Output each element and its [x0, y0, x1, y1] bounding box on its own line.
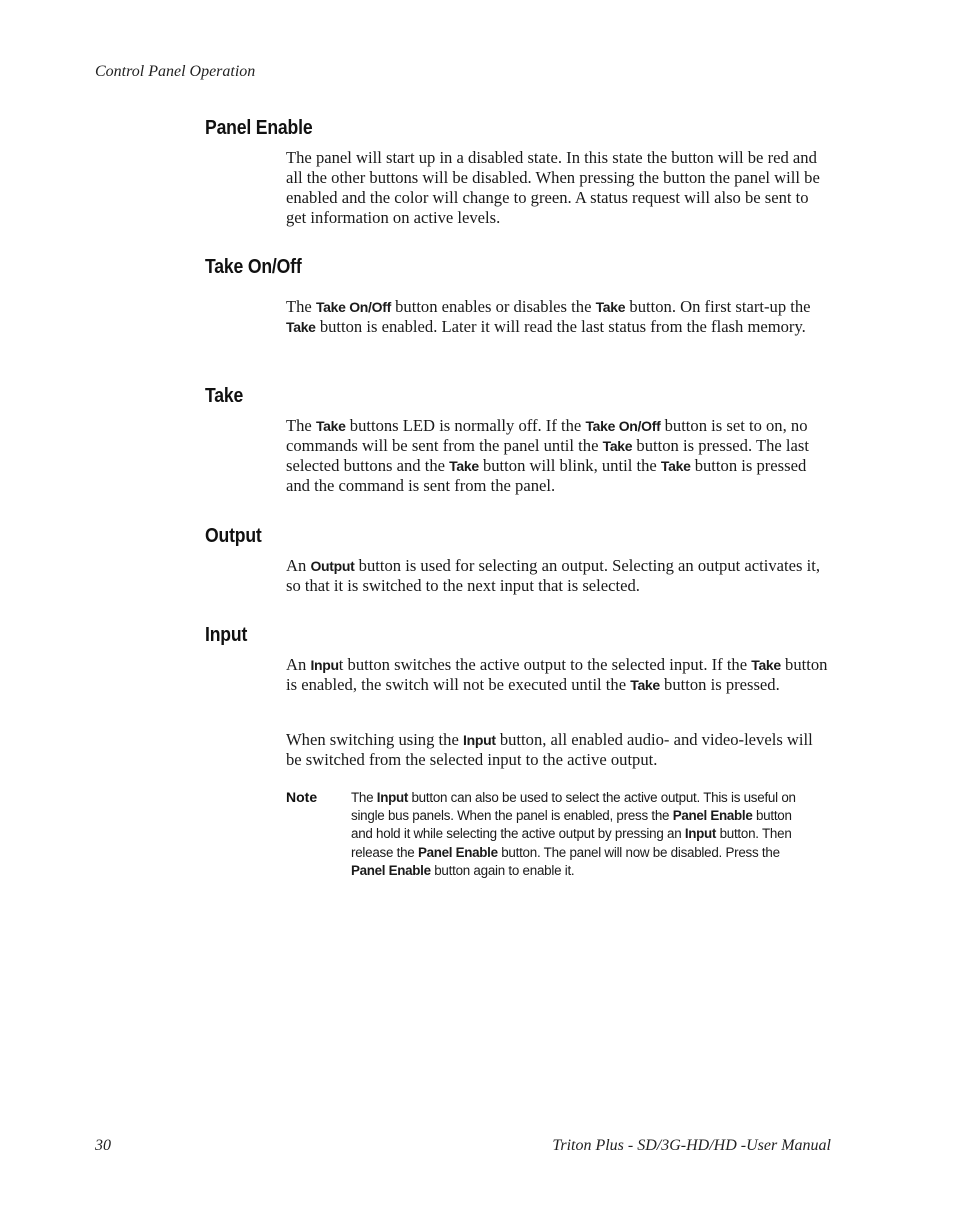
- output-button-label: Output: [310, 558, 355, 574]
- input-paragraph-1: [286, 655, 831, 695]
- take-onoff-paragraph: [286, 297, 831, 337]
- panel-enable-button-label: Panel Enable: [672, 808, 753, 824]
- text-run: button is enabled. Later it will read the last status from the flash memory.: [315, 317, 806, 336]
- take-button-label: Take: [602, 438, 633, 454]
- panel-enable-paragraph: The panel will start up in a disabled state. In this state the button will be red and all the other buttons will be disabled. When pressing the button the panel will be enabled and the color will change to green. A status request will also be sent to get information on active levels.: [286, 148, 820, 227]
- text-run: button. Then release the: [351, 826, 792, 860]
- text-run: buttons LED is normally off. If the: [345, 416, 586, 435]
- input-button-label: Input: [376, 790, 409, 805]
- heading-take-onoff: Take On/Off: [205, 256, 302, 278]
- take-button-label: Take: [751, 657, 781, 673]
- panel-enable-button-label: Panel Enable: [351, 862, 431, 878]
- text-run: button can also be used to select the active output. This is useful on single bus panels. When the panel is enabled, press the: [351, 790, 796, 824]
- take-onoff-button-label: Take On/Off: [315, 299, 391, 315]
- text-run: When switching using the: [286, 730, 463, 749]
- text-run: The: [286, 297, 316, 316]
- take-button-label: Take: [449, 458, 479, 474]
- text-run: button is used for selecting an output. Selecting an output activates it, so that it is switched to the next input that is selected.: [286, 556, 820, 595]
- heading-take: Take: [205, 385, 244, 407]
- running-header: Control Panel Operation: [95, 63, 256, 80]
- heading-output: Output: [205, 525, 262, 547]
- input-button-label: Inpu: [310, 657, 339, 673]
- heading-input: Input: [205, 624, 248, 646]
- input-paragraph-2: [286, 730, 831, 770]
- page-number: 30: [95, 1137, 111, 1154]
- note-label: Note: [286, 789, 318, 805]
- text-run: button, all enabled audio- and video-levels will be switched from the selected input to the active output.: [286, 730, 813, 769]
- text-run: button is pressed.: [659, 675, 780, 694]
- take-button-label: Take: [595, 299, 626, 315]
- take-button-label: Take: [660, 458, 691, 474]
- take-onoff-button-label: Take On/Off: [585, 418, 661, 434]
- text-run: An: [286, 556, 311, 575]
- text-run: t button switches the active output to the selected input. If the: [338, 655, 752, 674]
- text-run: button is set to on, no commands will be sent from the panel until the: [286, 416, 808, 455]
- document-title: Triton Plus - SD/3G-HD/HD -User Manual: [552, 1137, 831, 1154]
- text-run: button again to enable it.: [430, 862, 575, 878]
- text-run: The: [286, 416, 316, 435]
- output-paragraph: [286, 556, 831, 596]
- take-button-label: Take: [286, 319, 316, 335]
- text-run: button and hold it while selecting the active output by pressing an: [351, 808, 792, 842]
- text-run: button is enabled, the switch will not be executed until the: [286, 655, 828, 694]
- take-paragraph: [286, 416, 831, 496]
- panel-enable-button-label: Panel Enable: [417, 844, 498, 860]
- input-button-label: Input: [462, 732, 496, 748]
- heading-panel-enable: Panel Enable: [205, 117, 313, 139]
- text-run: The: [351, 790, 377, 805]
- text-run: An: [286, 655, 311, 674]
- text-run: button. On first start-up the: [625, 297, 811, 316]
- text-run: button will blink, until the: [478, 456, 661, 475]
- text-run: button enables or disables the: [390, 297, 596, 316]
- text-run: button is pressed and the command is sent from the panel.: [286, 456, 807, 495]
- note-body: [351, 789, 811, 880]
- take-button-label: Take: [315, 418, 346, 434]
- text-run: button. The panel will now be disabled. Press the: [497, 844, 780, 860]
- take-button-label: Take: [630, 677, 660, 693]
- input-button-label: Input: [684, 826, 717, 842]
- text-run: button is pressed. The last selected buttons and the: [286, 436, 809, 475]
